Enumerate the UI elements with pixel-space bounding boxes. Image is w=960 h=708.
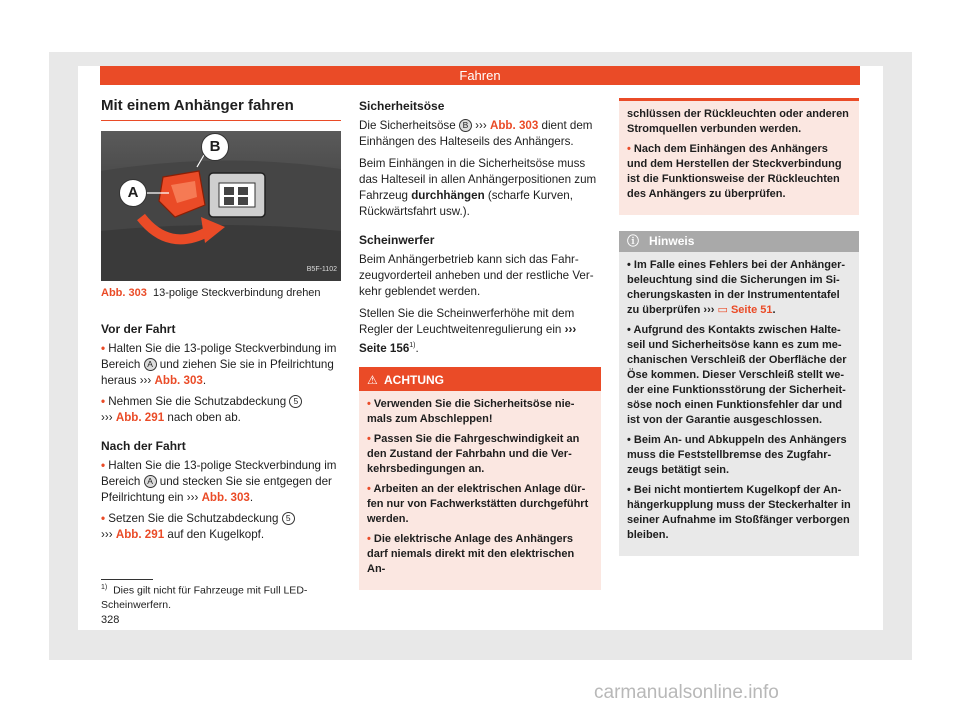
caption-ref: Abb. 303 (101, 287, 147, 299)
info-icon: ⓘ (627, 234, 640, 248)
link-abb-291[interactable]: Abb. 291 (115, 411, 165, 424)
badge-5: 5 (282, 512, 295, 525)
link-abb-303[interactable]: Abb. 303 (154, 374, 203, 387)
note-box (619, 231, 859, 556)
after-driving-title: Nach der Fahrt (101, 439, 186, 453)
list-item: • Setzen Sie die Schutzabdeckung 5 ››› Abb. 291 auf den Kugelkopf. (101, 511, 341, 543)
warning-box-continued (619, 98, 859, 215)
list-item: • Halten Sie die 13-polige Steckverbindung im Bereich A und stecken Sie sie entgegen der Pfeilrichtung ein ››› Abb. 303. (101, 459, 337, 504)
column-1 (101, 98, 341, 548)
link-abb-303[interactable]: Abb. 303 (201, 491, 250, 504)
paragraph: Die Sicherheitsöse B ››› Abb. 303 dient dem Einhängen des Halteseils des Anhängers. (359, 119, 593, 148)
safety-eye-title: Sicherheitsöse (359, 99, 445, 113)
before-driving-title: Vor der Fahrt (101, 322, 176, 336)
figure-caption (101, 285, 341, 301)
callout-b: B (201, 133, 229, 161)
list-item: • Verwenden Sie die Sicherheitsöse niemals zum Abschleppen! (367, 397, 575, 425)
badge-b: B (459, 119, 472, 132)
list-item: • Halten Sie die 13-polige Steckverbindung im Bereich A und ziehen Sie sie in Pfeilrichtung heraus ››› Abb. 303. (101, 342, 337, 387)
paragraph: Beim Anhängerbetrieb kann sich das Fahrzeugvorderteil anheben und der restliche Verkehr geblendet werden. (359, 253, 594, 298)
column-2 (359, 98, 601, 590)
list-item: schlüssen der Rückleuchten oder anderen Stromquellen verbunden werden. (627, 108, 849, 135)
paragraph: Beim Einhängen in die Sicherheitsöse muss das Halteseil in allen Anhängerpositionen zum Fahrzeug durchhängen (scharfe Kurven, Rückwärtsfahrt usw.). (359, 157, 597, 218)
badge-5: 5 (289, 395, 302, 408)
warning-triangle-icon: ⚠ (367, 372, 378, 387)
list-item: • Nehmen Sie die Schutzabdeckung 5 ››› Abb. 291 nach oben ab. (101, 394, 341, 426)
warning-body (359, 391, 601, 590)
link-abb-303[interactable]: Abb. 303 (489, 119, 539, 132)
figure-trailer-socket (101, 131, 341, 281)
list-item: • Arbeiten an der elektrischen Anlage dürfen nur von Fachwerkstätten durchgeführt werden. (367, 482, 589, 525)
footnote-rule (101, 579, 153, 580)
link-seite-156[interactable]: ››› Seite 156 (359, 323, 577, 355)
warning-header: ⚠ ACHTUNG (359, 370, 601, 391)
note-header: ⓘ Hinweis (619, 231, 859, 252)
list-item: • Die elektrische Anlage des Anhängers darf niemals direkt mit den elektrischen An- (367, 532, 575, 575)
badge-a: A (144, 475, 157, 488)
figure-code: B5F-1102 (306, 266, 337, 273)
link-abb-291[interactable]: Abb. 291 (115, 528, 165, 541)
list-item: • Passen Sie die Fahrgeschwindigkeit an den Zustand der Fahrbahn und die Verkehrsbedingungen an. (367, 432, 580, 475)
note-body (619, 252, 859, 556)
list-item: • Beim An- und Abkuppeln des Anhängers muss die Feststellbremse des Zugfahrzeugs betätigt sein. (627, 434, 847, 476)
list-item: • Im Falle eines Fehlers bei der Anhängerbeleuchtung sind die Sicherungen im Sicherungskasten in der Instrumententafel zu überprüfen ››› ▭ Seite 51. (627, 259, 846, 316)
link-seite-51[interactable]: Seite 51 (730, 304, 773, 316)
list-item: • Bei nicht montiertem Kugelkopf der Anhängerkupplung muss der Steckerhalter in seiner Aufnahme im Stoßfänger verborgen bleiben. (627, 484, 851, 541)
callout-a: A (119, 179, 147, 207)
caption-text: 13-polige Steckverbindung drehen (152, 287, 321, 299)
list-item: • Nach dem Einhängen des Anhängers und dem Herstellen der Steckverbindung ist die Funktionsweise der Rückleuchten des Anhängers zu überprüfen. (627, 143, 842, 200)
column-3 (619, 98, 859, 556)
watermark: carmanualsonline.info (594, 682, 779, 703)
book-icon: ▭ (717, 304, 728, 316)
page-number: 328 (101, 614, 120, 626)
footnote: $^{1)}$ Dies gilt nicht für Fahrzeuge mit Full LED-Scheinwerfern. (101, 584, 308, 611)
chapter-header: Fahren (100, 66, 860, 85)
paragraph: Stellen Sie die Scheinwerferhöhe mit dem Regler der Leuchtweitenregulierung ein ››› Seite 156$^{1)}$. (359, 307, 577, 355)
section-title: Mit einem Anhänger fahren (101, 98, 341, 121)
list-item: • Aufgrund des Kontakts zwischen Halteseil und Sicherheitsöse kann es zum mechanischen Verschleiß der Oberfläche der Öse kommen. Dieser Verschleiß stellt weder eine Funktionsstörung der Sicherheitsöse noch einen Funktionsfehler dar und ist von der Garantie ausgeschlossen. (627, 324, 847, 426)
warning-box (359, 367, 601, 590)
badge-a: A (144, 358, 157, 371)
headlight-title: Scheinwerfer (359, 233, 435, 247)
